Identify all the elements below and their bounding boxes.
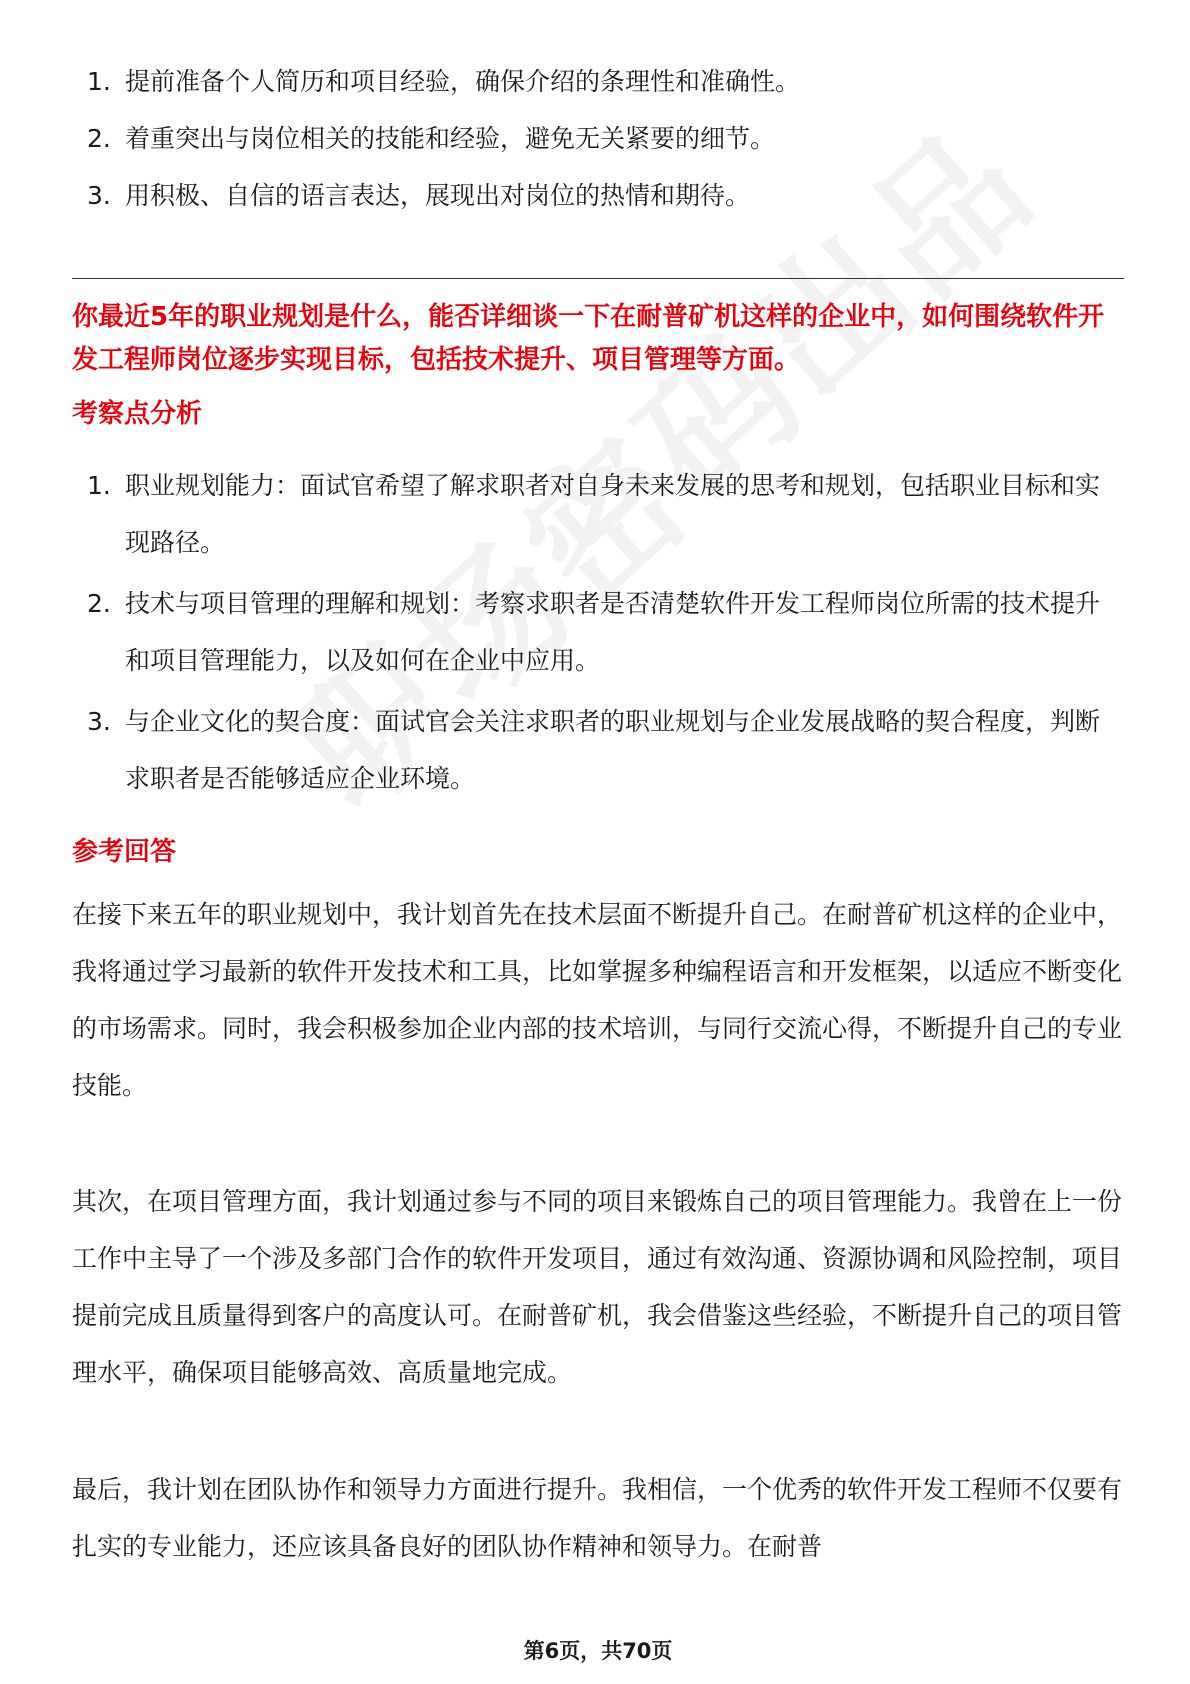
list-item [72, 53, 1124, 110]
answer-heading: 参考回答 [72, 837, 177, 867]
list-item [72, 110, 1124, 167]
answer-paragraph: 在接下来五年的职业规划中，我计划首先在技术层面不断提升自己。在耐普矿机这样的企业中，我将通过学习最新的软件开发技术和工具，比如掌握多种编程语言和开发框架，以适应不断变化的市场需求。同时，我会积极参加企业内部的技术培训，与同行交流心得，不断提升自己的专业技能。 [72, 900, 1123, 1100]
list-item [72, 575, 1124, 689]
list-text: 着重突出与岗位相关的技能和经验，避免无关紧要的细节。 [125, 124, 776, 153]
list-text: 用积极、自信的语言表达，展现出对岗位的热情和期待。 [125, 181, 751, 210]
list-text: 提前准备个人简历和项目经验，确保介绍的条理性和准确性。 [125, 67, 801, 96]
list-text: 与企业文化的契合度：面试官会关注求职者的职业规划与企业发展战略的契合程度，判断求职者是否能够适应企业环境。 [125, 707, 1101, 793]
interview-question: 你最近5年的职业规划是什么，能否详细谈一下在耐普矿机这样的企业中，如何围绕软件开发工程师岗位逐步实现目标，包括技术提升、项目管理等方面。 [72, 302, 1105, 375]
document-page [72, 0, 1124, 1684]
analysis-heading: 考察点分析 [72, 399, 203, 429]
list-number: 2. [87, 589, 111, 618]
list-item [72, 693, 1124, 807]
analysis-list [72, 457, 1124, 811]
list-item [72, 167, 1124, 224]
section-divider [72, 278, 1124, 279]
list-number: 1. [87, 67, 111, 96]
list-number: 2. [87, 124, 111, 153]
list-number: 3. [87, 181, 111, 210]
page-number: 第6页，共70页 [523, 1639, 673, 1663]
list-text: 技术与项目管理的理解和规划：考察求职者是否清楚软件开发工程师岗位所需的技术提升和项目管理能力，以及如何在企业中应用。 [125, 589, 1101, 675]
tips-list [72, 53, 1124, 224]
list-number: 3. [87, 707, 111, 736]
list-item [72, 457, 1124, 571]
answer-paragraph: 其次，在项目管理方面，我计划通过参与不同的项目来锻炼自己的项目管理能力。我曾在上一份工作中主导了一个涉及多部门合作的软件开发项目，通过有效沟通、资源协调和风险控制，项目提前完成且质量得到客户的高度认可。在耐普矿机，我会借鉴这些经验，不断提升自己的项目管理水平，确保项目能够高效、高质量地完成。 [72, 1187, 1123, 1387]
list-number: 1. [87, 471, 111, 500]
list-text: 职业规划能力：面试官希望了解求职者对自身未来发展的思考和规划，包括职业目标和实现路径。 [125, 471, 1101, 557]
answer-paragraph: 最后，我计划在团队协作和领导力方面进行提升。我相信，一个优秀的软件开发工程师不仅要有扎实的专业能力，还应该具备良好的团队协作精神和领导力。在耐普 [72, 1475, 1123, 1561]
